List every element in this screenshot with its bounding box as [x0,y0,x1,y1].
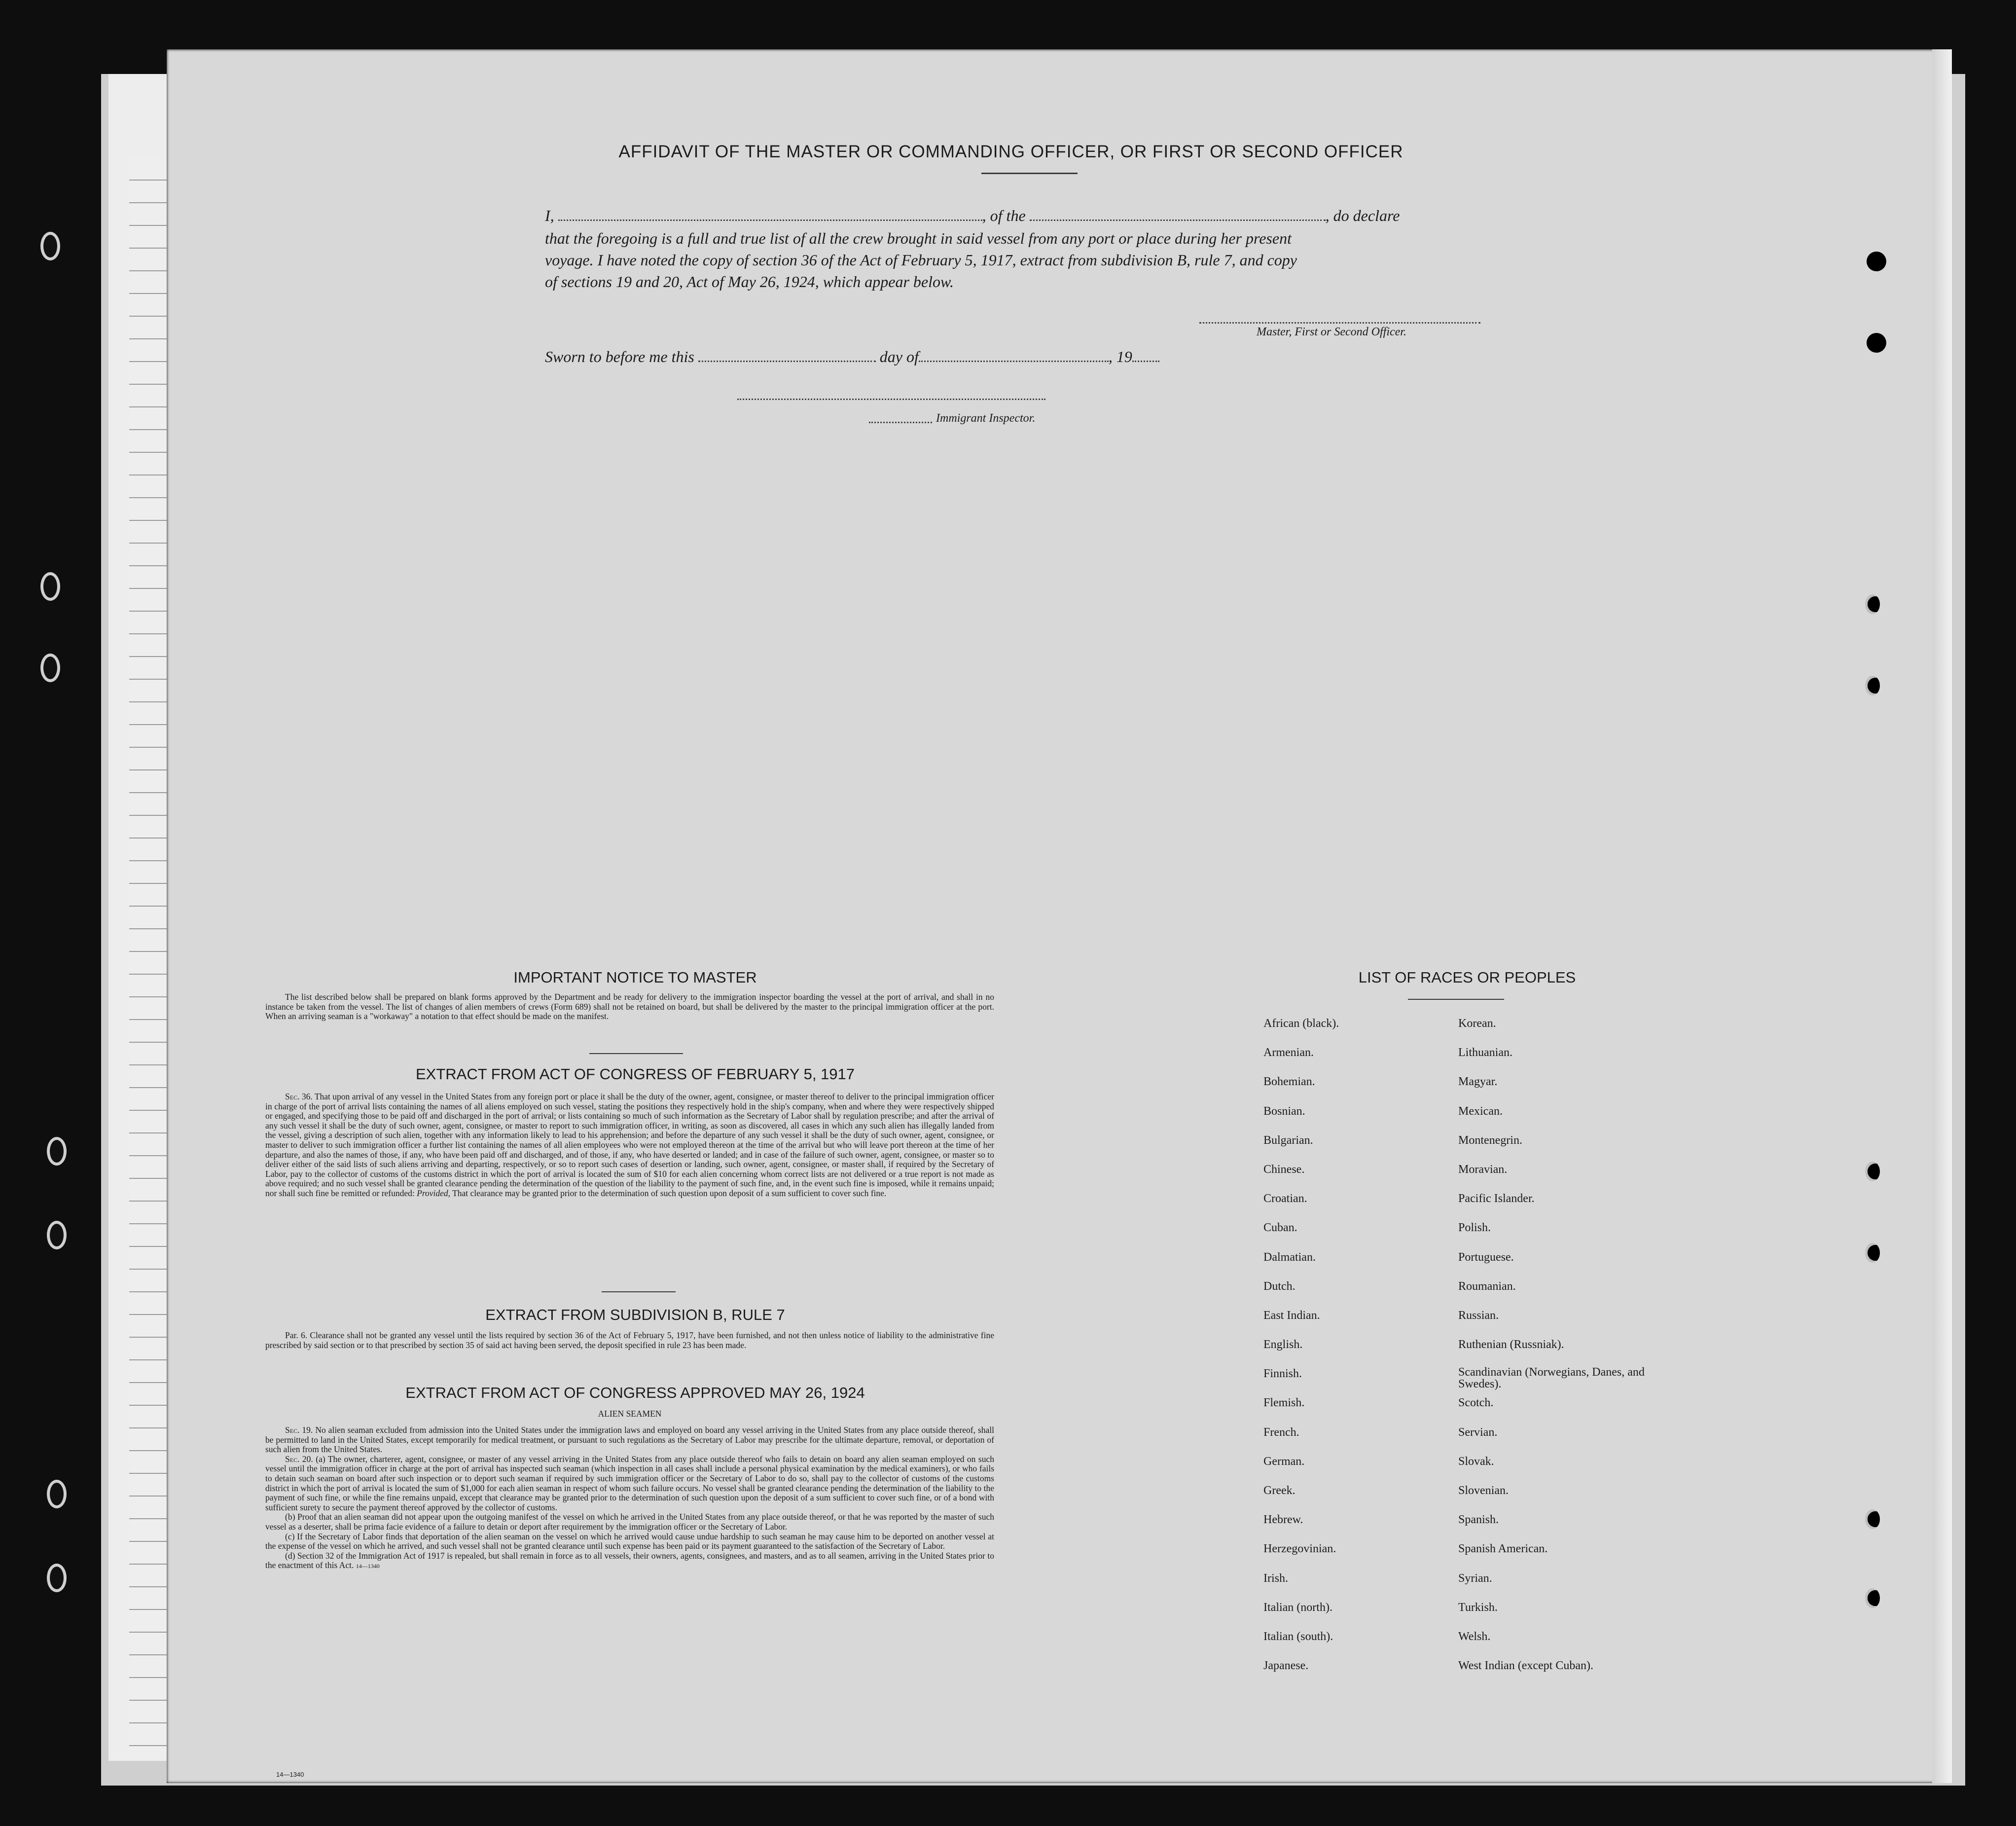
provided-word: Provided, [417,1188,450,1198]
race-item: German. [1263,1455,1305,1468]
race-item: West Indian (except Cuban). [1458,1659,1593,1673]
declaration-line-2: that the foregoing is a full and true list of all the crew brought in said vessel from any port or place during her present [545,229,1292,247]
binder-hole [1865,594,1880,614]
notice-rule [589,1053,683,1054]
sec-19-label: Sec. 19. [285,1425,313,1435]
sec-36-text-end: That clearance may be granted prior to the determination of such question upon deposit of a sum sufficient to cover such fine. [452,1188,887,1198]
binder-hole [40,232,60,260]
rule7-title: EXTRACT FROM SUBDIVISION B, RULE 7 [485,1306,785,1323]
binder-hole [1865,1243,1880,1263]
master-signature-line[interactable] [1199,322,1480,324]
notice-text [265,992,994,1022]
rule7-text [265,1331,994,1350]
extract-1917-text [265,1092,994,1199]
binder-hole [1865,676,1880,695]
race-item: Welsh. [1458,1630,1491,1643]
title-rule [981,173,1078,174]
race-item: Spanish. [1458,1513,1499,1527]
footer-form-number: 14—1340 [276,1771,304,1778]
year-prefix: , 19 [1108,348,1132,365]
declaration-line-4: of sections 19 and 20, Act of May 26, 1924, which appear below. [545,273,954,291]
declaration-i: I, [545,207,554,224]
binder-hole [47,1480,67,1508]
binder-hole [47,1564,67,1592]
extract-1924-title: EXTRACT FROM ACT OF CONGRESS APPROVED MAY 26, 1924 [405,1384,865,1401]
rule7-paragraph: Par. 6. Clearance shall not be granted any vessel until the lists required by section 36 of the Act of February 5, 1917, have been furnished, and not then unless notice of liability to the administrative fine prescribed by said section or to that prescribed by section 35 of said act having been served, the deposit specified in rule 23 has been made. [265,1330,994,1350]
sworn-line [545,345,1531,368]
race-item: Italian (south). [1263,1630,1333,1643]
binder-hole [47,1221,67,1249]
sworn-month-field[interactable] [919,361,1109,362]
binder-hole [1867,333,1886,353]
binder-hole [1865,1162,1880,1181]
race-item: Italian (north). [1263,1601,1332,1614]
race-item: Dutch. [1263,1279,1296,1293]
sec-20a-text: (a) The owner, charterer, agent, consignee, or master of any vessel arriving in the United States from any place outside thereof who fails to detain on board any alien seaman employed on such vessel until the immigration officer in charge at the port of arrival has inspected such seaman (which inspection in all cases shall include a personal physical examination by the medical examiners), or who fails to detain such seaman on board after such inspection or to deport such seaman if required by such immigration officer or the Secretary of Labor to do so, shall pay to the collector of customs of the customs district in which the port of arrival is located the sum of $1,000 for each alien seaman in respect of whom such failure occurs. No vessel shall be granted clearance pending the determination of the liability to the payment of such fine, or while the fine remains unpaid, except that clearance may be granted prior to the determination of such question upon the deposit of a sum sufficient to cover such fine, or of a bond with sufficient surety to secure the payment thereof approved by the collector of customs. [265,1454,994,1512]
race-item: Bulgarian. [1263,1133,1313,1147]
races-right-column [1458,1016,1665,1687]
binder-hole [40,572,60,601]
inspector-signature-line-short [869,422,932,423]
race-item: Hebrew. [1263,1513,1303,1527]
sec-20a-paragraph [265,1455,994,1513]
extract-1917-title: EXTRACT FROM ACT OF CONGRESS OF FEBRUARY 5, 1917 [415,1065,855,1083]
sec-36-label: Sec. 36. [285,1092,313,1101]
sec-36-paragraph [265,1092,994,1199]
race-item: Slovak. [1458,1455,1494,1468]
race-item: Ruthenian (Russniak). [1458,1338,1564,1351]
day-of-text: day of [879,348,919,365]
vessel-field[interactable] [1030,219,1326,221]
notice-title: IMPORTANT NOTICE TO MASTER [513,969,757,986]
race-item: Servian. [1458,1425,1498,1439]
sec-19-text: No alien seaman excluded from admission into the United States under the immigration laws and employed on board any vessel arriving in the United States from any place outside thereof, shall be permitted to land in the United States, except temporarily for medical treatment, or pursuant to such regulations as the Secretary of Labor may prescribe for the ultimate departure, removal, or deportation of such alien from the United States. [265,1425,995,1455]
race-item: Moravian. [1458,1163,1508,1176]
race-item: African (black). [1263,1017,1339,1030]
sec-20b-paragraph: (b) Proof that an alien seaman did not appear upon the outgoing manifest of the vessel on which he arrived in the United States from any place outside thereof, or that he was reported by the master of such vessel as a deserter, shall be prima facie evidence of a failure to detain or deport after requirement by the immigration officer or the Secretary of Labor. [265,1512,994,1532]
races-rule [1408,999,1504,1000]
race-item: Japanese. [1263,1659,1309,1673]
sec-20d-paragraph [265,1551,994,1571]
notice-paragraph: The list described below shall be prepared on blank forms approved by the Department and be ready for delivery to the immigration inspector boarding the vessel at the port of arrival, and shall in no instance be taken from the vessel. The list of changes of alien members of crews (Form 689) shall not be retained on board, but shall be delivered by the master to the principal immigration officer at the port. When an arriving seaman is a "workaway" a notation to that effect should be made on the manifest. [265,992,994,1022]
sworn-year-field[interactable] [1132,361,1159,362]
race-item: Armenian. [1263,1046,1314,1059]
sworn-day-field[interactable] [698,361,876,362]
race-item: English. [1263,1338,1303,1351]
race-item: Flemish. [1263,1396,1305,1410]
inspector-signature-line[interactable] [737,399,1045,400]
race-item: Spanish American. [1458,1542,1548,1556]
race-item: Croatian. [1263,1192,1307,1205]
affidavit-title: AFFIDAVIT OF THE MASTER OR COMMANDING OFFICER, OR FIRST OR SECOND OFFICER [618,142,1404,161]
name-field[interactable] [558,219,982,221]
race-item: Bosnian. [1263,1104,1305,1118]
sec-20c-paragraph: (c) If the Secretary of Labor finds that deportation of the alien seaman on the vessel on which he arrived would cause undue hardship to such seaman he may cause him to be deported on another vessel at the expense of the vessel on which he arrived, and such vessel shall not be granted clearance until such expense has been paid or its payment guaranteed to the satisfaction of the Secretary of Labor. [265,1531,994,1551]
sworn-text: Sworn to before me this [545,348,694,365]
race-item: Lithuanian. [1458,1046,1512,1059]
sec-19-paragraph [265,1425,994,1455]
race-item: Finnish. [1263,1367,1302,1381]
race-item: Chinese. [1263,1163,1305,1176]
race-item: Russian. [1458,1309,1499,1322]
binder-hole [1865,1588,1880,1608]
form-reference: 14—1340 [356,1563,380,1570]
races-title: LIST OF RACES OR PEOPLES [1358,969,1576,986]
declaration-line-3: voyage. I have noted the copy of section 36 of the Act of February 5, 1917, extract from subdivision B, rule 7, and copy [545,251,1297,269]
race-item: Portuguese. [1458,1250,1514,1264]
race-item: Montenegrin. [1458,1133,1522,1147]
races-left-column [1263,1016,1426,1687]
sec-20-label: Sec. 20. [285,1454,313,1464]
race-item: Syrian. [1458,1571,1492,1585]
binder-hole [47,1137,67,1166]
race-item: Roumanian. [1458,1279,1516,1293]
declaration-of-the: , of the [982,207,1026,224]
binder-hole [40,654,60,682]
race-item: Mexican. [1458,1104,1503,1118]
sheet-right-edge [1932,49,1952,1783]
race-item: Polish. [1458,1221,1491,1235]
master-caption: Master, First or Second Officer. [1257,326,1406,338]
race-item: Bohemian. [1263,1075,1315,1089]
race-item: Herzegovinian. [1263,1542,1336,1556]
extract-1924-subtitle: ALIEN SEAMEN [598,1409,662,1419]
declaration-line-1 [545,204,1531,227]
race-item: Korean. [1458,1017,1496,1030]
binder-hole [1865,1509,1880,1529]
race-item: Pacific Islander. [1458,1192,1535,1205]
race-item: French. [1263,1425,1299,1439]
sec-36-text: That upon arrival of any vessel in the United States from any foreign port or place it shall be the duty of the owner, agent, consignee, or master thereof to deliver to the principal immigration officer in charge of the port of arrival lists containing the names of all aliens employed on such vessel, stating the positions they respectively hold in the ship's company, when and where they were respectively shipped or engaged, and specifying those to be paid off and discharged in the port of arrival; or lists containing so much of such information as the Secretary of Labor shall by regulation prescribe; and after the arrival of any such vessel it shall be the duty of such owner, agent, consignee, or master to report to such immigration officer, in writing, as soon as discovered, all cases in which any such alien has illegally landed from the vessel, giving a description of such alien, together with any information likely to lead to his apprehension; and before the departure of any such vessel it shall be the duty of such owner, agent, consignee, or master to deliver to such immigration officer a further list containing the names of all alien employees who were not employed thereon at the time of the arrival but who will leave port thereon at the time of her departure, and also the names of those, if any, who have been paid off and discharged, and of those, if any, who have deserted or landed; and in case of the failure of such owner, agent, consignee, or master so to deliver either of the said lists of such aliens arriving and departing, respectively, or so to report such cases of desertion or landing, such owner, agent, consignee, or master shall, if required by the Secretary of Labor, pay to the collector of customs of the customs district in which the port of arrival is located the sum of $10 for each alien concerning whom correct lists are not delivered or a true report is not made as above required; and no such vessel shall be granted clearance pending the determination of the question of the liability to the payment of such fine, and, in the event such fine is imposed, while it remains unpaid; nor shall such fine be remitted or refunded: [265,1092,994,1198]
race-item: Dalmatian. [1263,1250,1316,1264]
inspector-caption: Immigrant Inspector. [936,412,1036,425]
race-item: East Indian. [1263,1309,1320,1322]
race-item: Cuban. [1263,1221,1297,1235]
race-item: Slovenian. [1458,1484,1509,1497]
race-item: Scotch. [1458,1396,1494,1410]
race-item: Greek. [1263,1484,1296,1497]
extract-1917-rule [602,1291,676,1292]
race-item: Irish. [1263,1571,1288,1585]
binder-hole [1867,252,1886,271]
extract-1924-text [265,1425,994,1571]
race-item: Magyar. [1458,1075,1498,1089]
sec-20d-text: (d) Section 32 of the Immigration Act of 1917 is repealed, but shall remain in force as to all vessels, their owners, agents, consignees, and masters, and as to all seamen, arriving in the United States prior to the enactment of this Act. [265,1550,994,1570]
declaration-do-declare: , do declare [1325,207,1400,224]
race-item: Scandinavian (Norwegians, Danes, and Swedes). [1458,1366,1645,1391]
race-item: Turkish. [1458,1601,1498,1614]
